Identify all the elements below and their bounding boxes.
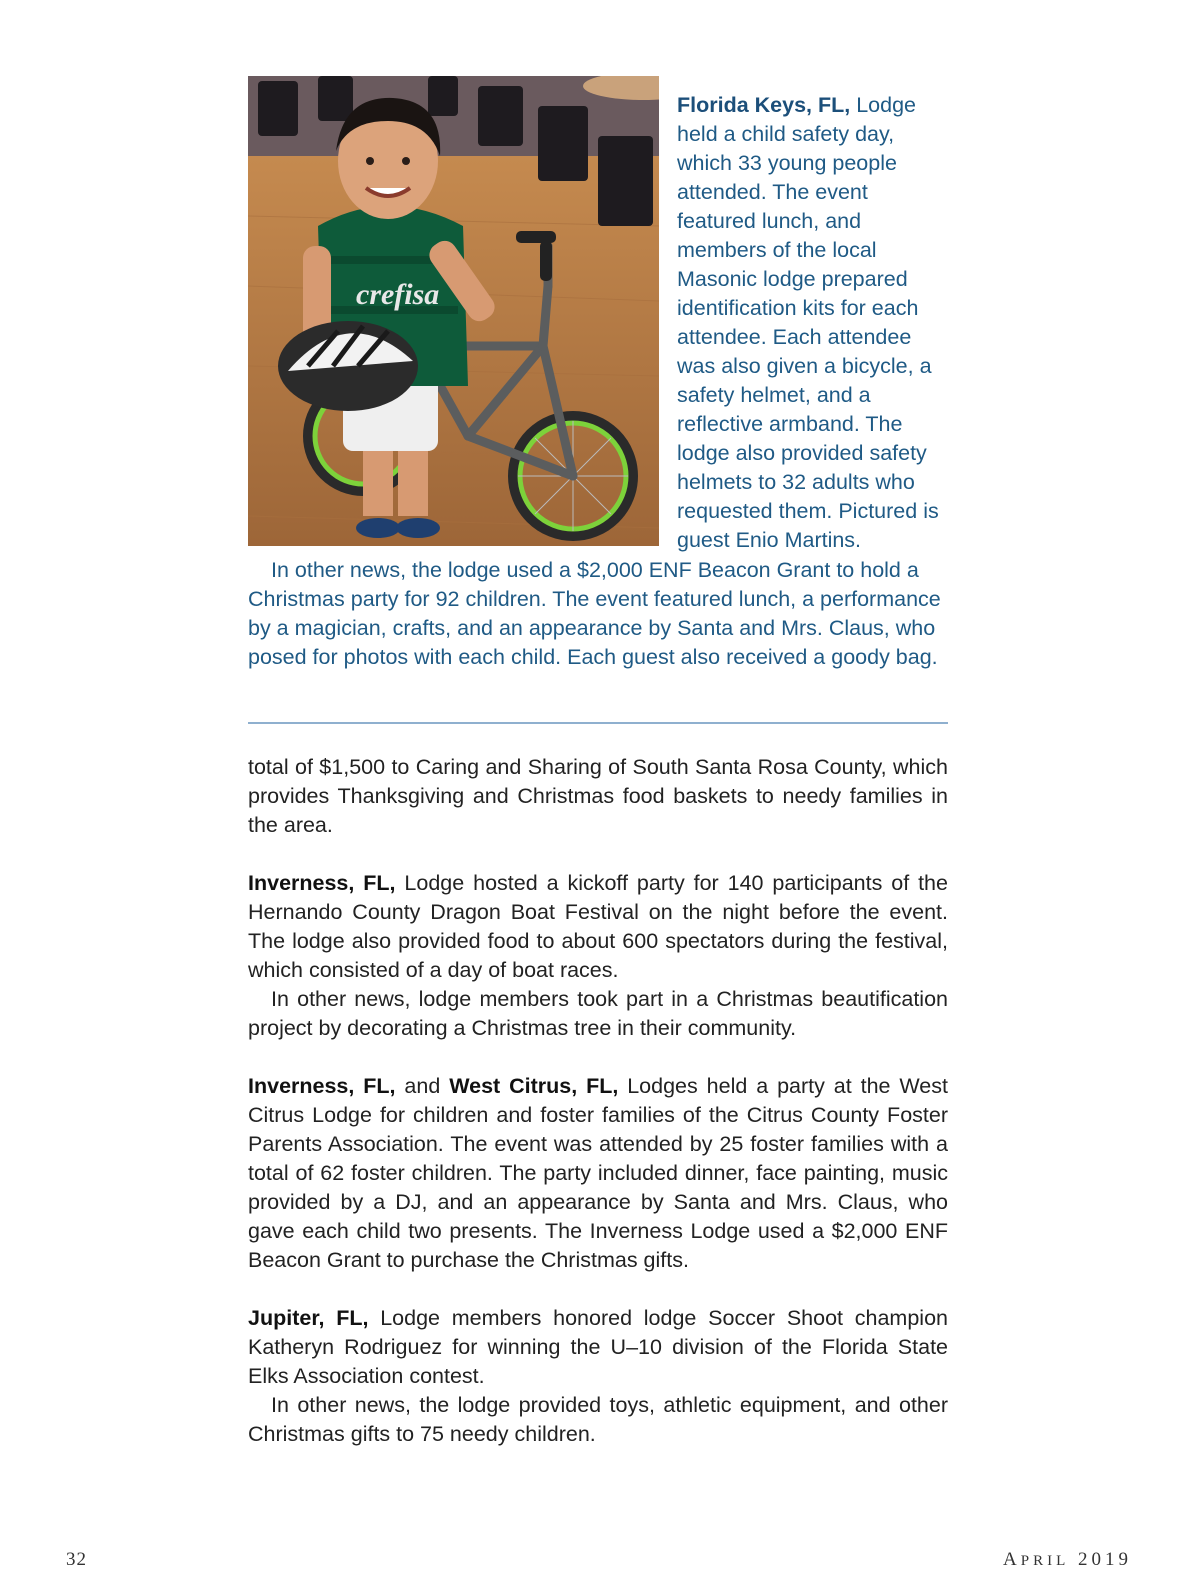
article-paragraph	[248, 1304, 948, 1391]
year: 2019	[1078, 1549, 1132, 1570]
lodge-heading: Inverness, FL,	[248, 1074, 396, 1098]
lodge-heading: Inverness, FL,	[248, 871, 396, 895]
article-paragraph: In other news, the lodge provided toys, athletic equipment, and other Christmas gifts to 75 needy children.	[248, 1393, 948, 1446]
lodge-heading: West Citrus, FL,	[449, 1074, 619, 1098]
article-paragraph	[248, 1072, 948, 1275]
issue-date	[1003, 1549, 1132, 1571]
shirt-text: crefisa	[356, 278, 440, 311]
sidebar-body: Lodge held a child safety day, which 33 young people attended. The event featured lunch, and members of the local Masonic lodge prepared identification kits for each attendee. Each attendee was also given a bicycle, a safety helmet, and a reflective armband. The lodge also provided safety helmets to 32 adults who requested them. Pictured is guest Enio Martins.	[677, 93, 939, 552]
section-divider	[248, 722, 948, 724]
article-text: Lodge hosted a kickoff party for 140 participants of the Hernando County Dragon Boat Festival on the night before the event. The lodge also provided food to about 600 spectators during the festival, which consisted of a day of boat races.	[248, 871, 948, 982]
sidebar-story	[677, 91, 952, 555]
month-rest: PRIL	[1020, 1553, 1070, 1569]
photo-boy-with-bicycle	[248, 76, 659, 546]
article-text: Lodge members honored lodge Soccer Shoot champion Katheryn Rodriguez for winning the U–10 division of the Florida State Elks Association contest.	[248, 1306, 948, 1388]
page-number: 32	[66, 1549, 87, 1570]
article-paragraph: total of $1,500 to Caring and Sharing of South Santa Rosa County, which provides Thanksgiving and Christmas food baskets to needy families in the area.	[248, 755, 948, 837]
article-text: Lodges held a party at the West Citrus Lodge for children and foster families of the Citrus County Foster Parents Association. The event was attended by 25 foster families with a total of 62 foster children. The party included dinner, face painting, music provided by a DJ, and an appearance by Santa and Mrs. Claus, who gave each child two presents. The Inverness Lodge used a $2,000 ENF Beacon Grant to purchase the Christmas gifts.	[248, 1074, 948, 1272]
sidebar-heading: Florida Keys, FL,	[677, 93, 851, 117]
lodge-heading: Jupiter, FL,	[248, 1306, 369, 1330]
month-initial: A	[1003, 1549, 1021, 1570]
article-paragraph: In other news, lodge members took part in a Christmas beautification project by decorating a Christmas tree in their community.	[248, 987, 948, 1040]
sidebar-continued	[248, 556, 948, 672]
article-paragraph	[248, 869, 948, 985]
article-text: and	[395, 1074, 450, 1098]
photo-icon	[248, 76, 659, 546]
sidebar-continued-paragraph: In other news, the lodge used a $2,000 ENF Beacon Grant to hold a Christmas party for 92 children. The event featured lunch, a performance by a magician, crafts, and an appearance by Santa and Mrs. Claus, who posed for photos with each child. Each guest also received a goody bag.	[248, 558, 941, 669]
article-body	[248, 753, 948, 1449]
